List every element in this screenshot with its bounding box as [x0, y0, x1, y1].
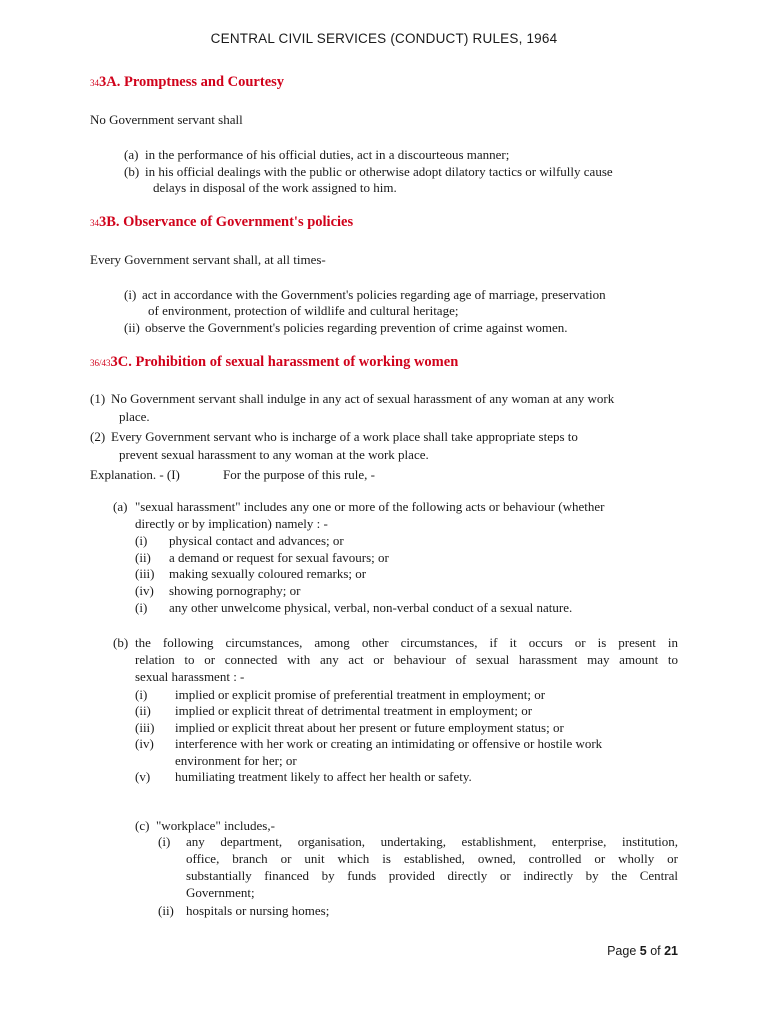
list-item-continuation: place. — [119, 409, 150, 424]
sublist-text: implied or explicit promise of preferential treatment in employment; or — [175, 687, 546, 702]
sublist-text: hospitals or nursing homes; — [186, 903, 330, 918]
explanation-text: For the purpose of this rule, - — [223, 467, 376, 482]
list-marker: (a) — [113, 499, 128, 514]
list-item-text: act in accordance with the Government's policies regarding age of marriage, preservation — [142, 287, 606, 302]
section-3b-intro: Every Government servant shall, at all times- — [90, 252, 326, 267]
sublist-marker: (ii) — [135, 550, 151, 565]
list-item-text: "workplace" includes,- — [156, 818, 275, 833]
sublist-text: office, branch or unit which is established, owned, controlled or wholly or — [186, 851, 678, 866]
sublist-continuation: environment for her; or — [175, 753, 297, 768]
list-item-text: the following circumstances, among other circumstances, if it occurs or is present in — [135, 635, 678, 650]
list-marker: (2) — [90, 429, 106, 444]
page-header: CENTRAL CIVIL SERVICES (CONDUCT) RULES, 1964 — [210, 31, 558, 46]
sublist-marker: (iv) — [135, 736, 154, 751]
list-item-text: Every Government servant who is incharge of a work place shall take appropriate steps to — [111, 429, 578, 444]
list-item-continuation: delays in disposal of the work assigned to him. — [153, 180, 397, 195]
footnote-ref: 34 — [90, 218, 99, 228]
footnote-ref: 34 — [90, 78, 99, 88]
sublist-text: humiliating treatment likely to affect her health or safety. — [175, 769, 472, 784]
sublist-marker: (ii) — [158, 903, 174, 918]
sublist-text: substantially financed by funds provided directly or indirectly by the Central — [186, 868, 678, 883]
list-item-text: in the performance of his official duties, act in a discourteous manner; — [145, 147, 510, 162]
sublist-text: any other unwelcome physical, verbal, non-verbal conduct of a sexual nature. — [169, 600, 573, 615]
sublist-marker: (iii) — [135, 566, 155, 581]
list-item-text: in his official dealings with the public or otherwise adopt dilatory tactics or wilfully cause — [145, 164, 613, 179]
sublist-marker: (v) — [135, 769, 151, 784]
page-number: Page 5 of 21 — [607, 944, 678, 958]
list-item-continuation: directly or by implication) namely : - — [135, 516, 328, 531]
sublist-marker: (i) — [135, 687, 148, 702]
sublist-text: showing pornography; or — [169, 583, 301, 598]
sublist-marker: (i) — [158, 834, 171, 849]
sublist-marker: (i) — [135, 600, 148, 615]
sublist-text: interference with her work or creating an intimidating or offensive or hostile work — [175, 736, 603, 751]
list-marker: (ii) — [124, 320, 140, 335]
list-item-text: "sexual harassment" includes any one or more of the following acts or behaviour (whether — [135, 499, 605, 514]
sublist-text: Government; — [186, 885, 255, 900]
section-3b-heading: 343B. Observance of Government's policies — [90, 214, 354, 230]
sublist-marker: (i) — [135, 533, 148, 548]
list-marker: (b) — [124, 164, 140, 179]
list-marker: (b) — [113, 635, 129, 650]
list-item-continuation: of environment, protection of wildlife and cultural heritage; — [148, 303, 459, 318]
list-marker: (a) — [124, 147, 139, 162]
sublist-text: any department, organisation, undertaking, establishment, enterprise, institution, — [186, 834, 678, 849]
sublist-marker: (ii) — [135, 703, 151, 718]
sublist-text: making sexually coloured remarks; or — [169, 566, 367, 581]
sublist-text: implied or explicit threat about her present or future employment status; or — [175, 720, 564, 735]
explanation-label: Explanation. - (I) — [90, 467, 180, 482]
sublist-text: physical contact and advances; or — [169, 533, 344, 548]
sublist-marker: (iv) — [135, 583, 154, 598]
list-item-text: sexual harassment : - — [135, 669, 245, 684]
sublist-text: a demand or request for sexual favours; or — [169, 550, 389, 565]
list-item-text: relation to or connected with any act or behaviour of sexual harassment may amount to — [135, 652, 678, 667]
list-item-continuation: prevent sexual harassment to any woman at the work place. — [119, 447, 429, 462]
list-item-text: observe the Government's policies regarding prevention of crime against women. — [145, 320, 568, 335]
section-3a-heading: 343A. Promptness and Courtesy — [90, 74, 285, 90]
footnote-ref: 36/43 — [90, 358, 111, 368]
section-3c-heading: 36/433C. Prohibition of sexual harassment of working women — [90, 354, 459, 370]
sublist-text: implied or explicit threat of detrimental treatment in employment; or — [175, 703, 533, 718]
list-marker: (c) — [135, 818, 150, 833]
sublist-marker: (iii) — [135, 720, 155, 735]
list-marker: (i) — [124, 287, 137, 302]
list-item-text: No Government servant shall indulge in any act of sexual harassment of any woman at any work — [111, 391, 615, 406]
section-3a-intro: No Government servant shall — [90, 112, 243, 127]
list-marker: (1) — [90, 391, 106, 406]
